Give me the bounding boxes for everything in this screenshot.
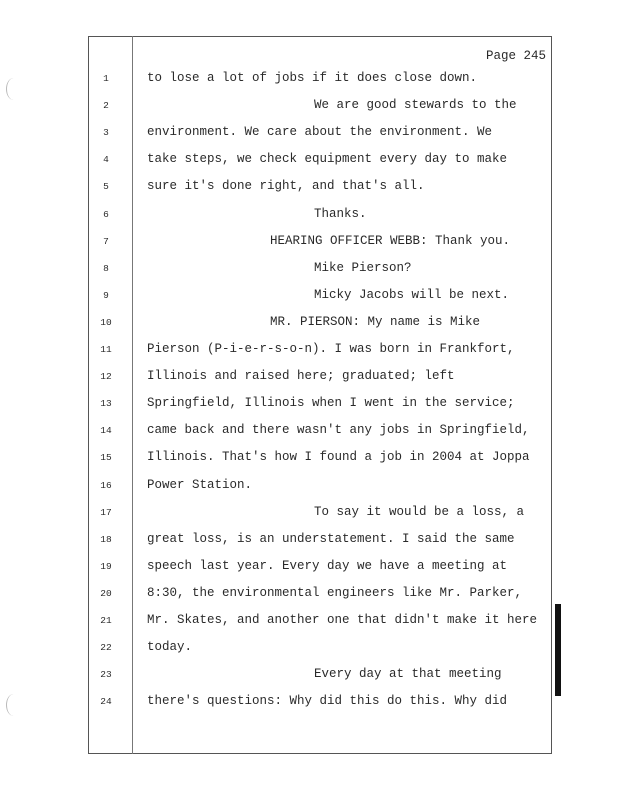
transcript-line	[0, 207, 618, 227]
line-number: 11	[100, 344, 112, 355]
transcript-line	[0, 234, 618, 254]
line-number: 3	[103, 127, 109, 139]
line-number: 18	[100, 533, 112, 545]
line-text: 8:30, the environmental engineers like Mr. Parker,	[147, 585, 523, 600]
line-text: came back and there wasn't any jobs in Springfield,	[147, 423, 530, 438]
line-number: 23	[100, 669, 112, 681]
line-number: 24	[100, 696, 112, 708]
line-text: Mr. Skates, and another one that didn't make it here	[147, 613, 538, 627]
line-number: 2	[103, 100, 109, 112]
line-text: today.	[147, 640, 193, 655]
transcript-line	[0, 505, 618, 525]
transcript-line	[0, 423, 618, 443]
line-number: 20	[100, 587, 112, 599]
line-number: 22	[100, 642, 112, 654]
line-text: HEARING OFFICER WEBB: Thank you.	[270, 233, 511, 248]
transcript-line	[0, 369, 618, 389]
transcript-line	[0, 450, 618, 470]
line-number: 21	[100, 615, 112, 626]
line-text: Power Station.	[147, 477, 253, 492]
transcript-line	[0, 667, 618, 687]
line-text: speech last year. Every day we have a meeting at	[147, 558, 508, 573]
line-number: 14	[100, 425, 112, 437]
line-text: there's questions: Why did this do this. Why did	[147, 694, 508, 709]
transcript-line	[0, 179, 618, 199]
transcript-line	[0, 125, 618, 145]
line-number: 15	[100, 452, 112, 464]
line-text: to lose a lot of jobs if it does close down.	[147, 71, 478, 85]
line-number: 5	[103, 181, 109, 193]
line-text: take steps, we check equipment every day to make	[147, 152, 508, 167]
punch-hole-top	[6, 78, 21, 100]
line-text: environment. We care about the environment. We	[147, 125, 493, 140]
transcript-line	[0, 98, 618, 118]
page-number: Page 245	[485, 49, 546, 63]
transcript-line	[0, 478, 618, 498]
line-text: Mike Pierson?	[314, 260, 412, 275]
line-text: Springfield, Illinois when I went in the service;	[147, 396, 515, 411]
scan-edge-mark	[555, 604, 561, 696]
transcript-line	[0, 586, 618, 606]
transcript-line	[0, 396, 618, 416]
line-text: Every day at that meeting	[314, 667, 502, 682]
line-number: 12	[100, 371, 112, 383]
transcript-line	[0, 640, 618, 660]
transcript-line	[0, 315, 618, 335]
line-text: sure it's done right, and that's all.	[147, 179, 425, 194]
transcript-line	[0, 532, 618, 552]
transcript-line	[0, 694, 618, 714]
line-text: To say it would be a loss, a	[314, 504, 525, 519]
punch-hole-bottom	[6, 694, 21, 716]
transcript-line	[0, 288, 618, 308]
line-text: Pierson (P-i-e-r-s-o-n). I was born in Frankfort,	[147, 342, 515, 356]
transcript-line	[0, 261, 618, 281]
transcript-line	[0, 71, 618, 91]
line-text: Thanks.	[314, 206, 367, 221]
transcript-line	[0, 613, 618, 633]
line-number: 6	[103, 208, 109, 220]
transcript-line	[0, 559, 618, 579]
line-text: Illinois. That's how I found a job in 2004 at Joppa	[147, 450, 530, 465]
transcript-line	[0, 152, 618, 172]
line-text: MR. PIERSON: My name is Mike	[270, 314, 481, 329]
line-number: 7	[103, 235, 109, 247]
line-number: 1	[103, 73, 109, 84]
line-number: 19	[100, 560, 112, 572]
line-text: Illinois and raised here; graduated; left	[147, 369, 455, 384]
line-number: 16	[100, 479, 112, 491]
line-number: 10	[100, 316, 112, 328]
line-text: Micky Jacobs will be next.	[314, 287, 510, 302]
line-text: great loss, is an understatement. I said the same	[147, 531, 515, 546]
line-number: 17	[100, 506, 112, 518]
line-number: 4	[103, 154, 109, 166]
line-number: 13	[100, 398, 112, 410]
line-text: We are good stewards to the	[314, 98, 517, 113]
transcript-line	[0, 342, 618, 362]
line-number: 9	[103, 289, 109, 301]
line-number: 8	[103, 262, 109, 274]
